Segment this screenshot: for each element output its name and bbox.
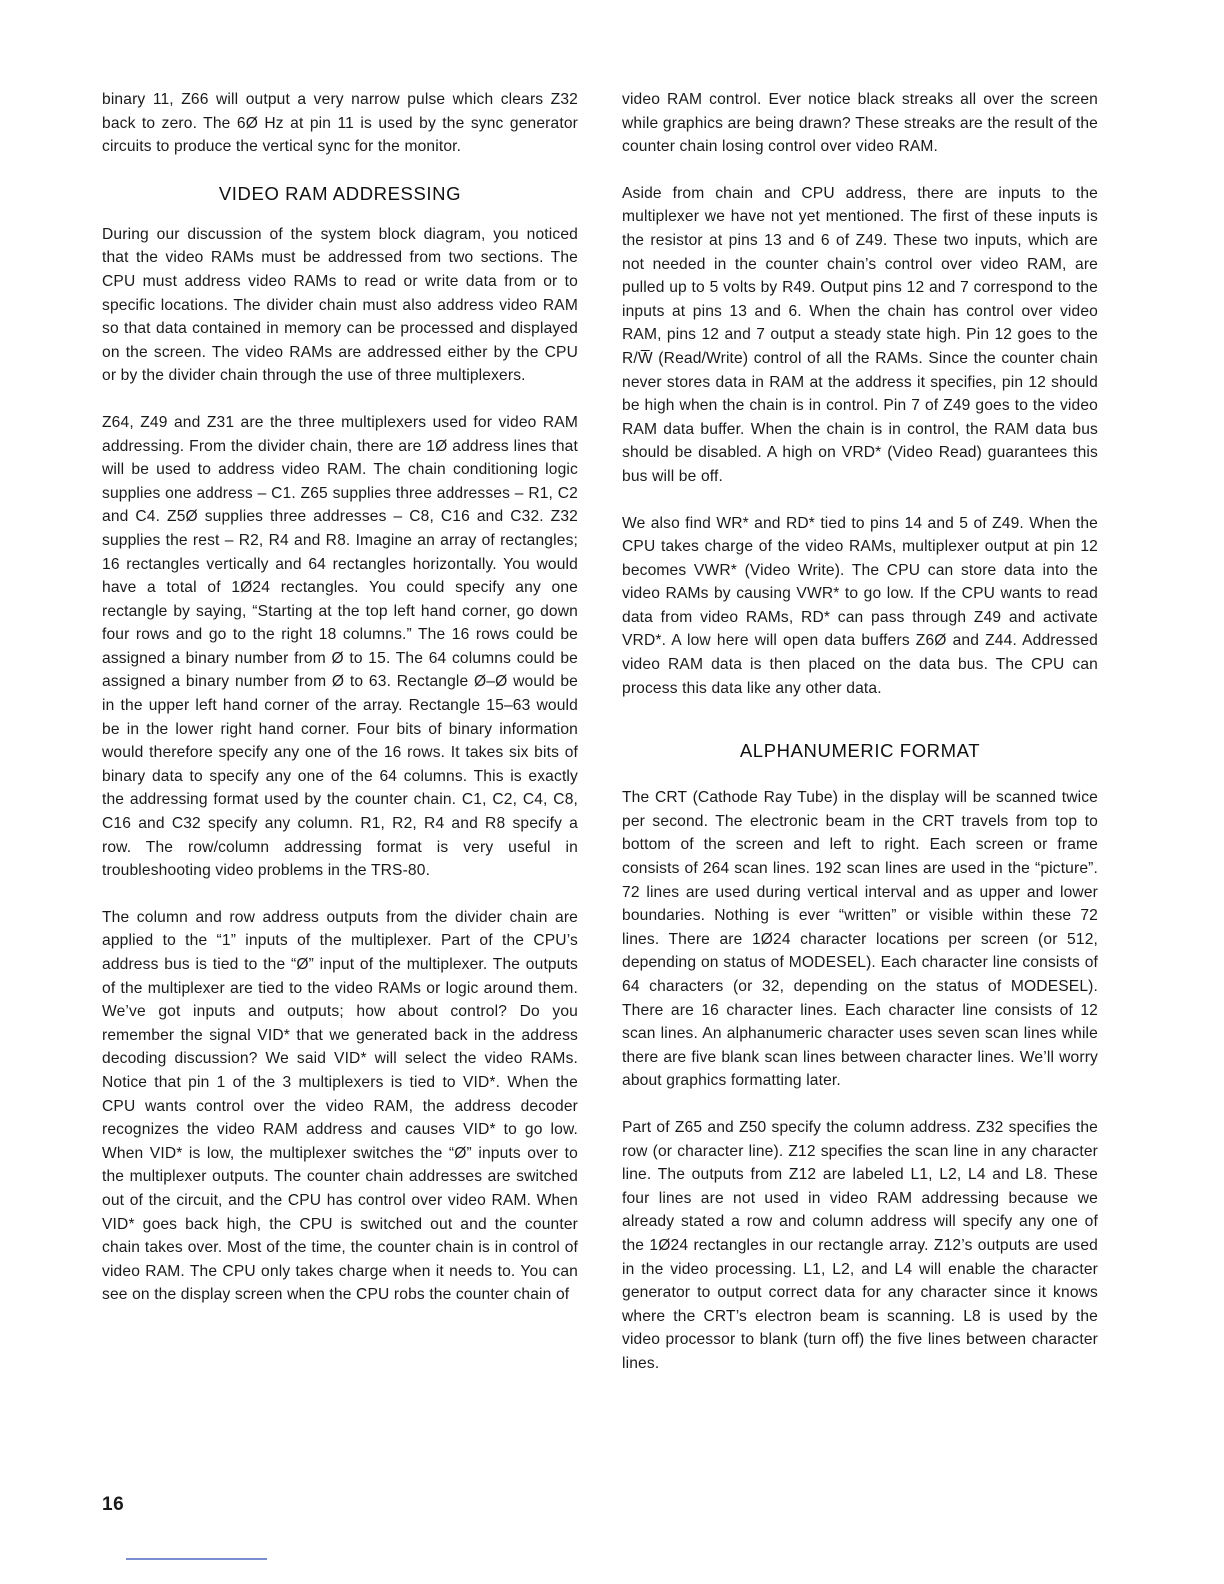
paragraph-ram-control: video RAM control. Ever notice black streaks all over the screen while graphics are being drawn? These streaks are the result of the counter chain losing control over video RAM. xyxy=(622,91,1098,156)
paragraph-addressing-1: During our discussion of the system block diagram, you noticed that the video RAMs must be addressed from two sections. The CPU must address video RAMs to read or write data from or to specific locations. The divider chain must also address video RAM so that data contained in memory can be processed and displayed on the screen. The video RAMs are addressed either by the CPU or by the divider chain through the use of three multiplexers. xyxy=(102,225,578,385)
paragraph-addressing-2: Z64, Z49 and Z31 are the three multiplexers used for video RAM addressing. From the divider chain, there are 1Ø address lines that will be used to address video RAM. The chain conditioning logic supplies one address – C1. Z65 supplies three addresses – R1, C2 and C4. Z5Ø supplies three addresses – C8, C16 and C32. Z32 supplies the rest – R2, R4 and R8. Imagine an array of rectangles; 16 rectangles vertically and 64 rectangles horizontally. You would have a total of 1Ø24 rectangles. You could specify any one rectangle by saying, “Starting at the top left hand corner, go down four rows and go to the right 18 columns.” The 16 rows could be assigned a binary number from Ø to 15. The 64 columns could be assigned a binary number from Ø to 63. Rectangle Ø–Ø would be in the upper left hand corner of the array. Rectangle 15–63 would be in the lower right hand corner. Four bits of binary information would therefore specify any one of the 16 rows. It takes six bits of binary data to specify any one of the 64 columns. This is exactly the addressing format used by the counter chain. C1, C2, C4, C8, C16 and C32 specify any column. R1, R2, R4 and R8 specify a row. The row/column addressing format is very useful in troubleshooting video problems in the TRS-80. xyxy=(102,413,578,880)
paragraph-crt: The CRT (Cathode Ray Tube) in the display will be scanned twice per second. The electronic beam in the CRT travels from top to bottom of the screen and left to right. Each screen or frame consists of 264 scan lines. 192 scan lines are used in the “picture”. 72 lines are used during vertical interval and as upper and lower boundaries. Nothing is ever “written” or visible within these 72 lines. There are 1Ø24 character locations per screen (or 512, depending on status of MODESEL). Each character line consists of 64 characters (or 32, depending on the status of MODESEL). There are 16 character lines. Each character line consists of 12 scan lines. An alphanumeric character uses seven scan lines while there are five blank scan lines between character lines. We’ll worry about graphics formatting later. xyxy=(622,789,1098,1090)
footer-rule xyxy=(126,1558,267,1560)
paragraph-multiplexer-inputs: Aside from chain and CPU address, there are inputs to the multiplexer we have not yet mentioned. The first of these inputs is the resistor at pins 13 and 6 of Z49. These two inputs, which are not needed in the counter chain’s control over video RAM, are pulled up to 5 volts by R49. Output pins 12 and 7 correspond to the inputs at pins 13 and 6. When the chain has control over video RAM, pins 12 and 7 output a steady state high. Pin 12 goes to the R/W̅ (Read/Write) control of all the RAMs. Since the counter chain never stores data in RAM at the address it specifies, pin 12 should be high when the chain is in control. Pin 7 of Z49 goes to the video RAM data buffer. When the chain is in control, the RAM data bus should be disabled. A high on VRD* (Video Read) guarantees this bus will be off. xyxy=(622,184,1098,485)
heading-video-ram-addressing: VIDEO RAM ADDRESSING xyxy=(218,182,462,204)
paragraph-intro: binary 11, Z66 will output a very narrow pulse which clears Z32 back to zero. The 6Ø Hz at pin 11 is used by the sync generator circuits to produce the vertical sync for the monitor. xyxy=(102,91,578,156)
paragraph-addressing-3: The column and row address outputs from the divider chain are applied to the “1” inputs of the multiplexer. Part of the CPU’s address bus is tied to the “Ø” input of the multiplexer. The outputs of the multiplexer are tied to the video RAMs or logic around them. We’ve got inputs and outputs; how about control? Do you remember the signal VID* that we generated back in the address decoding discussion? We said VID* will select the video RAMs. Notice that pin 1 of the 3 multiplexers is tied to VID*. When the CPU wants control over the video RAM, the address decoder recognizes the video RAM address and causes VID* to go low. When VID* is low, the multiplexer switches the “Ø” inputs over to the multiplexer outputs. The counter chain addresses are switched out of the circuit, and the CPU has control over video RAM. When VID* goes back high, the CPU is switched out and the counter chain takes over. Most of the time, the counter chain is in control of video RAM. The CPU only takes charge when it needs to. You can see on the display screen when the CPU robs the counter chain of xyxy=(102,908,578,1304)
right-column xyxy=(622,88,1098,1376)
heading-alphanumeric-format: ALPHANUMERIC FORMAT xyxy=(739,740,981,762)
paragraph-z65-z50: Part of Z65 and Z50 specify the column address. Z32 specifies the row (or character line). Z12 specifies the scan line in any character line. The outputs from Z12 are labeled L1, L2, L4 and L8. These four lines are not used in video RAM addressing because we already stated a row and column address will specify any one of the 1Ø24 rectangles in our rectangle array. Z12’s outputs are used in the video processing. L1, L2, and L4 will enable the character generator to output correct data for any character since it knows where the CRT’s electron beam is scanning. L8 is used by the video processor to blank (turn off) the five lines between character lines. xyxy=(622,1118,1098,1372)
left-column xyxy=(102,88,578,1307)
page-number: 16 xyxy=(102,1494,125,1515)
paragraph-wr-rd: We also find WR* and RD* tied to pins 14 and 5 of Z49. When the CPU takes charge of the video RAMs, multiplexer output at pin 12 becomes VWR* (Video Write). The CPU can store data into the video RAMs by causing VWR* to go low. If the CPU wants to read data from video RAMs, RD* can pass through Z49 and activate VRD*. A low here will open data buffers Z6Ø and Z44. Addressed video RAM data is then placed on the data bus. The CPU can process this data like any other data. xyxy=(622,514,1098,697)
